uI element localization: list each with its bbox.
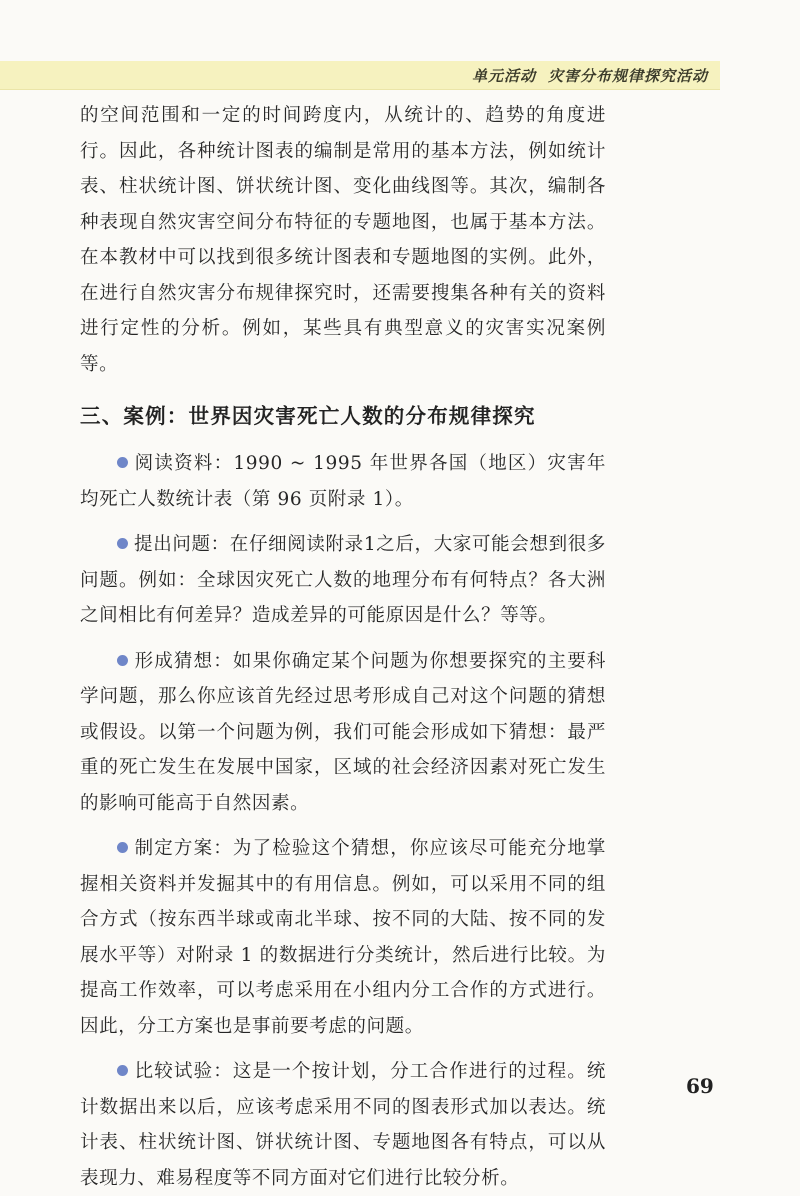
- step-text: 形成猜想：如果你确定某个问题为你想要探究的主要科学问题，那么你应该首先经过思考形成自己对这个问题的猜想或假设。以第一个问题为例，我们可能会形成如下猜想：最严重的死亡发生在发展中国家，区域的社会经济因素对死亡发生的影响可能高于自然因素。: [80, 650, 606, 814]
- running-header: [472, 65, 708, 86]
- step-text: 比较试验：这是一个按计划，分工合作进行的过程。统计数据出来以后，应该考虑采用不同的图表形式加以表达。统计表、柱状统计图、饼状统计图、专题地图各有特点，可以从表现力、难易程度等不同方面对它们进行比较分析。: [80, 1061, 606, 1189]
- step-question: [80, 527, 606, 634]
- step-hypothesis: [80, 644, 606, 822]
- intro-paragraph: 的空间范围和一定的时间跨度内，从统计的、趋势的角度进行。因此，各种统计图表的编制是常用的基本方法，例如统计表、柱状统计图、饼状统计图、变化曲线图等。其次，编制各种表现自然灾害空间分布特征的专题地图，也属于基本方法。在本教材中可以找到很多统计图表和专题地图的实例。此外，在进行自然灾害分布规律探究时，还需要搜集各种有关的资料进行定性的分析。例如，某些具有典型意义的灾害实况案例等。: [80, 105, 606, 375]
- page-number: 69: [686, 1074, 714, 1098]
- step-reading: [80, 446, 606, 517]
- bullet-dot-icon: [117, 655, 128, 666]
- bullet-dot-icon: [117, 457, 128, 468]
- step-plan: [80, 831, 606, 1044]
- bullet-dot-icon: [117, 842, 128, 853]
- page-body: [80, 98, 606, 1196]
- bullet-dot-icon: [117, 1065, 128, 1076]
- step-text: 提出问题：在仔细阅读附录1之后，大家可能会想到很多问题。例如：全球因灾死亡人数的地理分布有何特点？各大洲之间相比有何差异？造成差异的可能原因是什么？等等。: [80, 534, 606, 626]
- step-text: 制定方案：为了检验这个猜想，你应该尽可能充分地掌握相关资料并发掘其中的有用信息。例如，可以采用不同的组合方式（按东西半球或南北半球、按不同的大陆、按不同的发展水平等）对附录 1 的数据进行分类统计，然后进行比较。为提高工作效率，可以考虑采用在小组内分工合作的方式进行。因此，分工方案也是事前要考虑的问题。: [80, 838, 606, 1037]
- header-activity-title: 灾害分布规律探究活动: [547, 67, 708, 85]
- bullet-dot-icon: [117, 538, 128, 549]
- section-title: 三、案例：世界因灾害死亡人数的分布规律探究: [80, 404, 536, 428]
- step-text: 阅读资料：1990 ~ 1995 年世界各国（地区）灾害年均死亡人数统计表（第 96 页附录 1）。: [80, 453, 606, 510]
- header-activity-label: 单元活动: [471, 67, 536, 85]
- step-experiment: [80, 1054, 606, 1196]
- header-band: [0, 61, 720, 90]
